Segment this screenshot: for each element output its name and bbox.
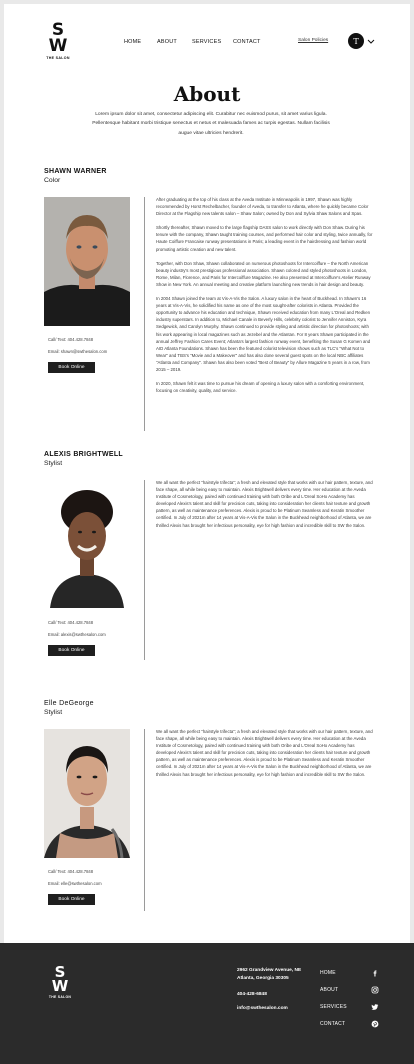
bio-paragraph: After graduating at the top of his class at the Aveda Institute in Minneapolis in 1997, Shawn was highly recommended by Horst Rechelbacher, founder of Aveda, to transfer to Atlanta, where he quickly became Color Director at the Flagship new talents salon – Shaw Salon; owned by Don and Sylvia Shaw Salons and Spas.	[156, 197, 369, 217]
nav-item-services[interactable]: SERVICES	[192, 39, 222, 45]
stylist-phone: Call/ Text: 404.428.7848	[48, 337, 94, 342]
footer-logo[interactable]	[46, 965, 74, 999]
footer-address	[237, 967, 301, 983]
facebook-icon[interactable]	[370, 968, 380, 978]
stylist-photo	[44, 480, 130, 608]
stylist-phone: Call/ Text: 404.428.7848	[48, 869, 94, 874]
footer-nav-about[interactable]: ABOUT	[320, 987, 339, 993]
logo-letter-w: W	[51, 977, 69, 995]
logo-letter-s: S	[54, 963, 66, 981]
twitter-icon[interactable]	[370, 1002, 380, 1012]
stylist-name: ALEXIS BRIGHTWELL	[44, 451, 123, 458]
page-title: About	[173, 82, 241, 106]
book-online-button[interactable]: Book Online	[48, 645, 95, 656]
brand-logo[interactable]	[42, 22, 74, 60]
footer-phone[interactable]: 404-428-6848	[237, 992, 267, 997]
footer-nav-services[interactable]: SERVICES	[320, 1004, 347, 1010]
stylist-photo	[44, 197, 130, 326]
stylist-photo	[44, 729, 130, 858]
logo-tagline: THE SALON	[46, 56, 70, 60]
nav-item-home[interactable]: HOME	[124, 39, 142, 45]
logo-tagline: THE SALON	[48, 995, 72, 999]
chevron-down-icon[interactable]	[367, 39, 375, 44]
divider	[144, 729, 145, 911]
bio-paragraph: Together, with Don Shaw, Shawn collaborated on numerous photoshoots for Intercoiffure – the North American beauty industry's most prestigious professional association. Shawn colored and styled photoshoots in London, Rome, Milan, Florence, and Paris for Intercoiffure Magazine. He also presented at Intercoiffure's Atelier Runway Show in New York. An annual meeting and creative platform launching new trends in hair design and beauty.	[156, 260, 371, 287]
avatar[interactable]	[348, 33, 364, 49]
bio-paragraph: In 2004 Shawn joined the team at Vis-A-Vis the Salon. A luxury salon in the heart of Buckhead. In Shawn's 16 years at Vis-A-Vis, he solidified his name as one of the most sought-after colorists in Atlanta. Provided the opportunity to advance his education and technique, Shawn received education from many L'Oreal and Redken industry superstars. In addition to, Michael Canale in Beverly Hills, celebrity colorist to Jennifer Anniston, Kyra Sedgewick, and Carolyn Murphy. Shawn continued to provide styling and artistic direction for photoshoots; with his work appearing in local magazines such as Jezebel and the Atlantan. For 8 years Shawn participated in the annual Jeffrey Fashion Cares Event; Atlanta's largest fashion runway event, benefiting the Susan G Komen and AID Atlanta Foundations. Shawn has been the featured colorist television shows such as TLC's "What Not to Wear" and TBS's "Movie and a Makeover" and has also done several guest spots on the local NBC affiliates "Atlanta and Company". Shawn has also been voted "Best of Beauty" by Allure Magazine 5 years in a row, from 2015 – 2019.	[156, 296, 371, 372]
user-menu[interactable]	[348, 33, 375, 49]
stylist-bio	[156, 479, 374, 536]
stylist-bio	[156, 196, 374, 401]
divider	[144, 480, 145, 660]
bio-paragraph: Shortly thereafter, Shawn moved to the large flagship DASS salon to work directly with Don Shaw. During his tenure with the company, Shawn taught training courses, and performed hair color and styling, twice annually, for Haute Coiffure Francaise runway presentations in Paris; a leading event in the hairdressing and fashion world promoting artistic creation and new talent.	[156, 225, 373, 252]
salon-policies-link[interactable]: Salon Policies	[298, 38, 329, 43]
pinterest-icon[interactable]	[370, 1019, 380, 1029]
stylist-role: Stylist	[44, 709, 63, 716]
bio-paragraph: We all want the perfect "hairstyle trifecta"; a fresh and elevated style that works with our hair pattern, texture, and face shape, all while being easy to maintain. Alexis Brightwell delivers every time. Her education at the Aveda Institute of Cosmetology, paired with continued training with both Oribe and L'Oreal SoHo Academy has developed Alexis's talent and skill for precision cuts, taking into consideration her clients hair texture and growth pattern, as well as maintenance preferences. Alexis is proud to be Platinum Seamless and Keratin Smoother certified. In July of 2021m after 14 years at Vis-A-Vis the Salon in the Buckhead neighborhood of Atlanta, we are thrilled Alexis has brought her infectious personality, eye for high fashion and incredible skill to SW the Salon.	[156, 480, 373, 528]
logo-letter-w: W	[48, 36, 68, 56]
footer-nav-contact[interactable]: CONTACT	[320, 1021, 346, 1027]
address-line-2: Atlanta, Georgia 30305	[237, 976, 289, 981]
stylist-email[interactable]: Email: shawn@swthesalon.com	[48, 349, 108, 354]
nav-item-about[interactable]: ABOUT	[157, 39, 177, 45]
book-online-button[interactable]: Book Online	[48, 362, 95, 373]
stylist-role: Stylist	[44, 460, 63, 467]
content-sheet	[4, 4, 410, 943]
instagram-icon[interactable]	[370, 985, 380, 995]
stylist-name: Elle DeGeorge	[44, 700, 94, 707]
logo-letter-s: S	[51, 20, 65, 40]
avatar-initial: T	[353, 36, 359, 46]
stylist-phone: Call/ Text: 404.428.7848	[48, 620, 94, 625]
address-line-1: 2962 Grandview Avenue, NE	[237, 968, 302, 973]
bio-paragraph: We all want the perfect "hairstyle trifecta"; a fresh and elevated style that works with our hair pattern, texture, and face shape, all while being easy to maintain. Alexis Brightwell delivers every time. Her education at the Aveda Institute of Cosmetology, paired with continued training with both Oribe and L'Oreal SoHo Academy has developed Alexis's talent and skill for precision cuts, taking into consideration her clients hair texture and growth pattern, as well as maintenance preferences. Alexis is proud to be Platinum Seamless and Keratin Smoother certified. In July of 2021m after 14 years at Vis-A-Vis the Salon in the Buckhead neighborhood of Atlanta, we are thrilled Alexis has brought her infectious personality, eye for high fashion and incredible skill to SW the Salon.	[156, 729, 373, 777]
bio-paragraph: In 2020, Shawn felt it was time to pursue his dream of opening a luxury salon with a comforting environment, focusing on creativity, quality, and service.	[156, 381, 365, 394]
footer-nav-home[interactable]: HOME	[320, 970, 336, 976]
stylist-email[interactable]: Email: alexis@swthesalon.com	[48, 632, 106, 637]
book-online-button[interactable]: Book Online	[48, 894, 95, 905]
nav-item-contact[interactable]: CONTACT	[233, 39, 261, 45]
divider	[144, 197, 145, 431]
footer-email[interactable]: info@swthesalon.com	[237, 1006, 288, 1011]
footer	[0, 943, 414, 1064]
intro-text: Lorem ipsum dolor sit amet, consectetur adipiscing elit. Curabitur nec euismod purus, sit amet varius ligula. Pellentesque habitant morbi tristique senectus et netus et malesuada fames ac turpis egestas. Nullam facilisis augue vitae ultricies hendrerit.	[92, 112, 330, 136]
stylist-role: Color	[44, 177, 61, 184]
stylist-name: SHAWN WARNER	[44, 168, 107, 175]
stylist-bio	[156, 728, 374, 785]
stylist-email[interactable]: Email: elle@swthesalon.com	[48, 881, 102, 886]
